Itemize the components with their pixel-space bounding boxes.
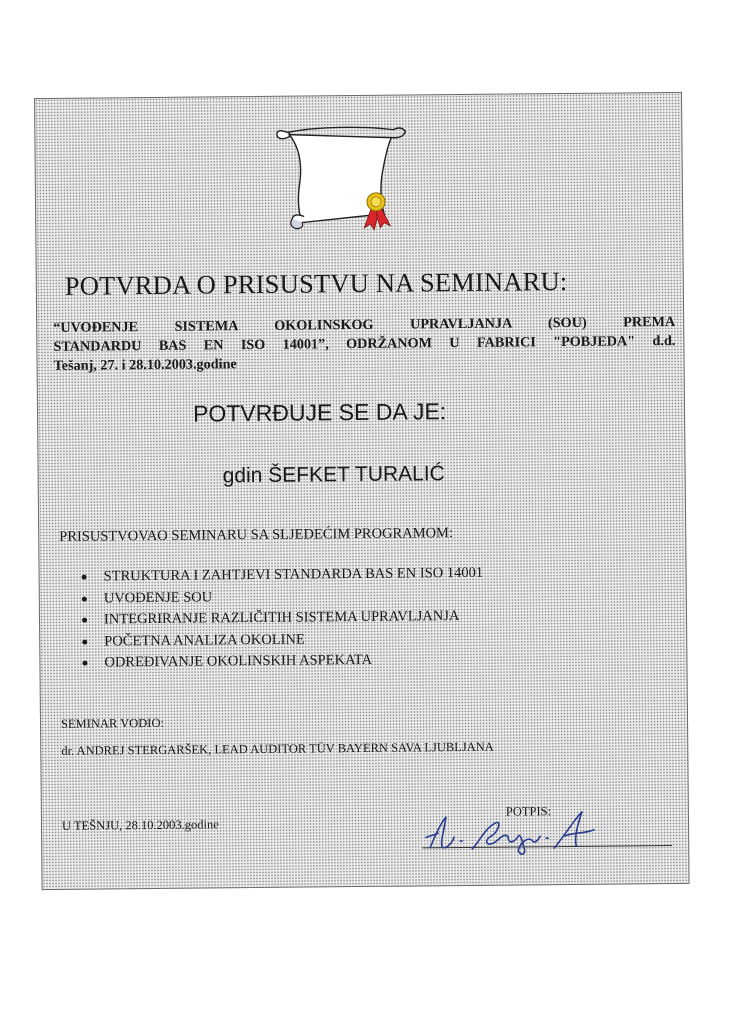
seminar-leader-name: dr. ANDREJ STERGARŠEK, LEAD AUDITOR TÜV BAYERN SAVA LJUBLJANA [61, 739, 494, 758]
program-item-label: STRUKTURA I ZAHTJEVI STANDARDA BAS EN ISO 14001 [103, 564, 484, 585]
program-item-label: ODREĐIVANJE OKOLINSKIH ASPEKATA [104, 651, 373, 671]
program-item-label: INTEGRIRANJE RAZLIČITIH SISTEMA UPRAVLJANJA [103, 608, 460, 628]
seminar-line-2: STANDARDU BAS EN ISO 14001”, ODRŽANOM U FABRICI "POBJEDA" d.d. [53, 332, 676, 355]
certificate-title: POTVRDA O PRISUSTVU NA SEMINARU: [64, 265, 568, 301]
seminar-line-3: Tešanj, 27. i 28.10.2003.godine [53, 356, 237, 374]
seminar-description [53, 313, 676, 376]
scroll-icon [273, 121, 414, 234]
program-item-label: POČETNA ANALIZA OKOLINE [104, 631, 305, 649]
bullet-icon [82, 661, 87, 666]
signature-label: POTPIS: [505, 804, 552, 819]
seminar-line-1: “UVOĐENJE SISTEMA OKOLINSKOG UPRAVLJANJA (SOU) PREMA [53, 313, 676, 336]
program-item-label: UVOĐENJE SOU [103, 588, 213, 606]
bullet-icon [82, 639, 87, 644]
confirm-heading: POTVRĐUJE SE DA JE: [192, 398, 447, 427]
recipient-name: gdin ŠEFKET TURALIĆ [222, 462, 445, 488]
bullet-icon [82, 596, 87, 601]
program-list [80, 563, 484, 674]
bullet-icon [82, 618, 87, 623]
seminar-leader-label: SEMINAR VODIO: [60, 715, 164, 731]
certificate [34, 92, 690, 890]
handwritten-signature [424, 806, 600, 860]
attended-statement: PRISUSTVOVAO SEMINARU SA SLJEDEĆIM PROGRAMOM: [59, 525, 454, 545]
bullet-icon [82, 575, 87, 580]
place-and-date: U TEŠNJU, 28.10.2003.godine [61, 817, 219, 833]
list-item [80, 649, 484, 674]
